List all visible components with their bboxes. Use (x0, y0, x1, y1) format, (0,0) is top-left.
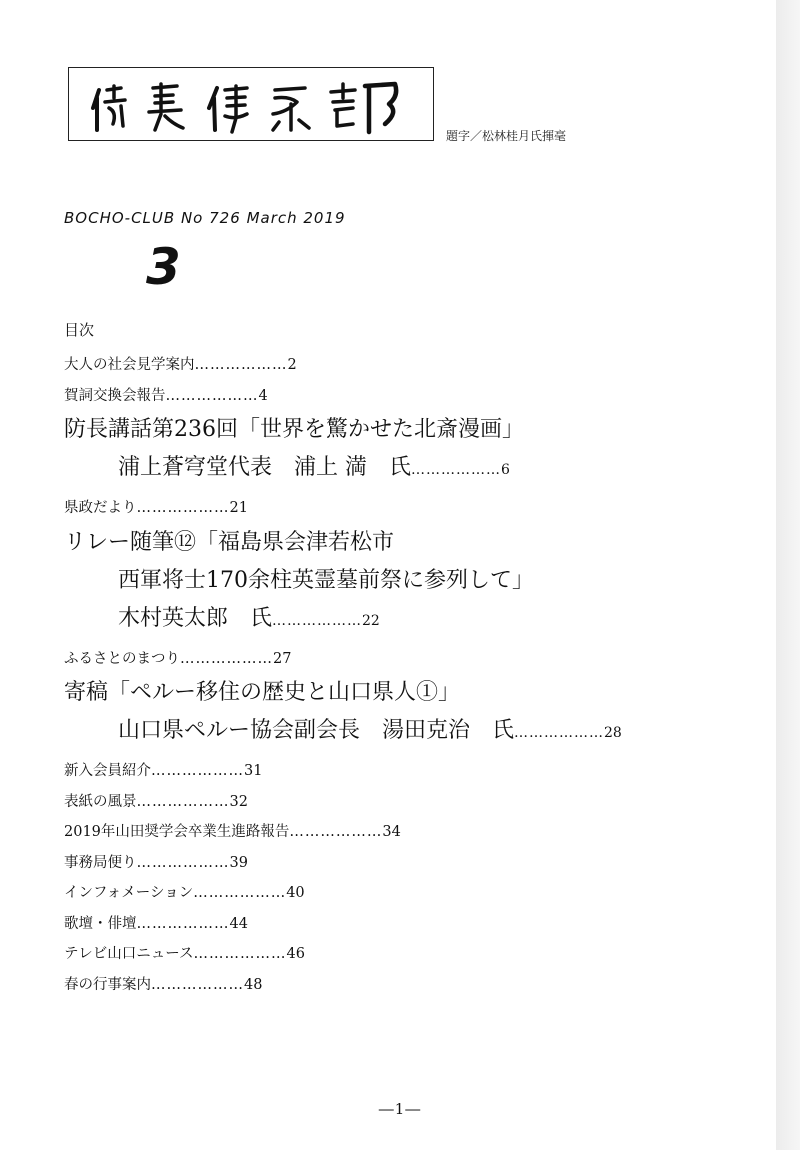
toc-entry-page: 32 (229, 793, 248, 810)
toc-leader-dots: ……………… (136, 854, 230, 871)
toc-leader-dots: ……………… (136, 915, 230, 932)
toc-entry-title: 山口県ペルー協会副会長 湯田克治 氏 (118, 718, 515, 743)
toc-entry-title: 西軍将士170余柱英霊墓前祭に参列して」 (118, 567, 534, 593)
toc-leader-dots: ……………… (411, 462, 501, 478)
toc-entry-page: 22 (362, 612, 380, 629)
toc-entry-page: 31 (244, 763, 263, 779)
toc-entry-page: 48 (244, 976, 263, 993)
toc-entry[interactable] (64, 644, 764, 675)
toc-leader-dots: ……………… (514, 725, 605, 741)
toc-entry-page: 39 (229, 854, 248, 871)
toc-entry[interactable] (64, 381, 764, 412)
toc-entry[interactable] (64, 939, 764, 970)
toc-entry-page: 40 (286, 885, 305, 901)
toc-entry[interactable] (64, 970, 764, 1001)
toc-entry[interactable] (64, 878, 764, 909)
toc-entry[interactable] (64, 817, 764, 848)
toc-entry-page: 46 (286, 946, 305, 962)
issue-month-big: 3 (146, 238, 181, 296)
toc-entry-title: 事務局便り (64, 854, 137, 871)
toc-entry-title: 歌壇・俳壇 (64, 915, 137, 932)
toc-leader-dots: ……………… (165, 387, 259, 404)
toc-leader-dots: ……………… (180, 650, 273, 667)
table-of-contents (64, 350, 764, 1000)
toc-entry[interactable] (64, 756, 764, 787)
toc-entry[interactable] (64, 909, 764, 940)
toc-entry-page: 34 (382, 824, 401, 840)
toc-entry-feature-subtitle[interactable] (64, 562, 764, 600)
toc-entry-title: 県政だより (64, 500, 137, 516)
toc-entry-feature-title[interactable] (64, 411, 764, 449)
toc-entry-title: 2019年山田奨学会卒業生進路報告 (64, 824, 290, 840)
toc-entry[interactable] (64, 350, 764, 381)
page-number: ―1― (378, 1100, 422, 1118)
toc-entry-page: 27 (273, 650, 292, 667)
toc-entry[interactable] (64, 848, 764, 879)
toc-leader-dots: ……………… (289, 824, 383, 840)
page-edge-shadow (776, 0, 800, 1150)
toc-heading: 目次 (64, 321, 95, 339)
issue-number: 726 (209, 209, 241, 227)
toc-leader-dots: ……………… (193, 946, 287, 962)
toc-entry-page: 2 (287, 357, 297, 373)
toc-entry-title: 新入会員紹介 (64, 763, 151, 779)
toc-entry-title: 木村英太郎 氏 (118, 605, 273, 631)
publication-name: BOCHO-CLUB (64, 209, 176, 227)
toc-entry-feature-title[interactable] (64, 674, 764, 712)
toc-leader-dots: ……………… (136, 793, 230, 810)
toc-entry-title: 浦上蒼穹堂代表 浦上 満 氏 (118, 455, 411, 480)
toc-entry-title: 防長講話第236回「世界を驚かせた北斎漫画」 (64, 417, 524, 442)
toc-entry-title: 寄稿「ペルー移住の歴史と山口県人①」 (64, 680, 461, 705)
toc-entry-title: 春の行事案内 (64, 976, 151, 993)
toc-entry-page: 28 (604, 725, 622, 741)
toc-entry-title: リレー随筆⑫「福島県会津若松市 (64, 529, 395, 555)
toc-entry-page: 44 (229, 915, 248, 932)
toc-entry-feature-author[interactable] (64, 449, 764, 487)
toc-entry-title: ふるさとのまつり (64, 650, 180, 667)
toc-entry-feature-title[interactable] (64, 524, 764, 562)
toc-entry[interactable] (64, 493, 764, 524)
toc-entry-title: 表紙の風景 (64, 793, 137, 810)
toc-entry-title: インフォメーション (64, 885, 194, 901)
toc-entry-title: テレビ山口ニュース (64, 946, 194, 962)
toc-entry-page: 6 (501, 462, 510, 478)
issue-info (64, 209, 346, 227)
masthead-title-box (68, 67, 434, 141)
toc-entry[interactable] (64, 787, 764, 818)
toc-entry-feature-author[interactable] (64, 600, 764, 638)
issue-month-year: March 2019 (246, 209, 346, 227)
toc-entry-feature-author[interactable] (64, 712, 764, 750)
toc-entry-page: 21 (229, 500, 248, 516)
issue-no-label: No (180, 209, 204, 227)
title-calligraphy-credit: 題字／松林桂月氏揮毫 (446, 129, 567, 143)
toc-entry-title: 賀詞交換会報告 (64, 387, 166, 404)
toc-leader-dots: ……………… (193, 885, 287, 901)
toc-leader-dots: ……………… (272, 612, 363, 629)
toc-leader-dots: ……………… (194, 357, 288, 373)
toc-leader-dots: ……………… (151, 976, 244, 993)
toc-leader-dots: ……………… (151, 763, 244, 779)
toc-entry-title: 大人の社会見学案内 (64, 357, 195, 373)
toc-entry-page: 4 (258, 387, 268, 404)
calligraphy-title-logo (69, 68, 435, 142)
toc-leader-dots: ……………… (136, 500, 230, 516)
